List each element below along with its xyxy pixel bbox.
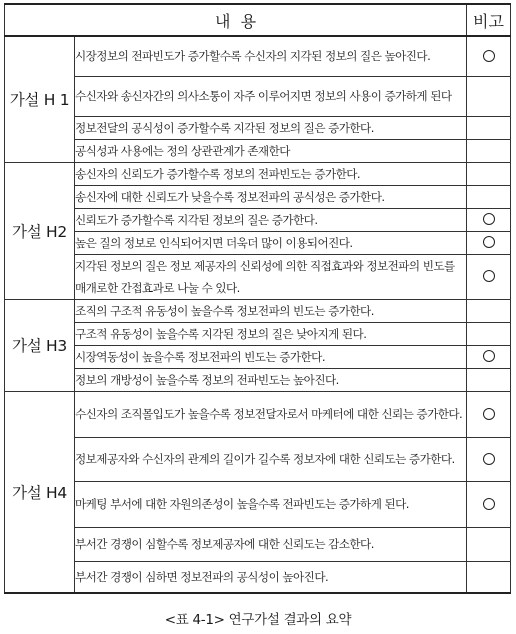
hypothesis-text: 공식성과 사용에는 정의 상관관계가 존재한다 [75,139,467,162]
table-row [5,162,511,185]
remark-cell [467,116,511,139]
remark-cell [467,437,511,481]
hypothesis-text: 조직의 구조적 유동성이 높을수록 정보전파의 빈도는 증가한다. [75,299,467,322]
hypothesis-text: 시장정보의 전파빈도가 증가할수록 수신자의 지각된 정보의 질은 높아진다. [75,36,467,76]
hypothesis-text: 송신자의 신뢰도가 증가할수록 정보의 전파빈도는 증가한다. [75,162,467,185]
supported-circle-icon [483,236,495,248]
table-row [5,391,511,437]
table-caption: <표 4-1> 연구가설 결과의 요약 [164,612,352,628]
remark-cell [467,391,511,437]
table-row [5,345,511,368]
remark-cell [467,231,511,254]
remark-cell [467,36,511,76]
hypothesis-text: 수신자와 송신자간의 의사소통이 자주 이루어지면 정보의 사용이 증가하게 된다 [75,76,467,116]
table-row [5,299,511,322]
remark-cell [467,322,511,345]
table-row [5,231,511,254]
hypothesis-text: 정보전달의 공식성이 증가할수록 지각된 정보의 질은 증가한다. [75,116,467,139]
table-row [5,208,511,231]
table-row [5,116,511,139]
remark-cell [467,254,511,299]
table-row [5,185,511,208]
supported-circle-icon [483,270,495,282]
table-row [5,437,511,481]
table-row [5,322,511,345]
table-row [5,139,511,162]
hypothesis-text: 높은 질의 정보로 인식되어지면 더욱더 많이 이용되어진다. [75,231,467,254]
hypothesis-label: 가설 H4 [5,391,75,593]
content-header: 내 용 [5,4,467,36]
table-body [5,36,511,593]
hypothesis-text: 부서간 경쟁이 심할수록 정보제공자에 대한 신뢰도는 감소한다. [75,527,467,561]
table-row [5,561,511,593]
remark-cell [467,345,511,368]
table-row [5,76,511,116]
supported-circle-icon [483,213,495,225]
table-row [5,527,511,561]
table-row [5,254,511,299]
remark-header: 비고 [467,4,511,36]
hypothesis-label: 가설 H3 [5,299,75,391]
table-row [5,368,511,391]
remark-cell [467,481,511,527]
hypothesis-text: 지각된 정보의 질은 정보 제공자의 신뢰성에 의한 직접효과와 정보전파의 빈도를 매개로한 간접효과로 나눌 수 있다. [75,254,467,299]
table-row [5,481,511,527]
remark-cell [467,162,511,185]
hypothesis-text: 송신자에 대한 신뢰도가 낮을수록 정보전파의 공식성은 증가한다. [75,185,467,208]
hypothesis-text: 구조적 유동성이 높을수록 지각된 정보의 질은 낮아지게 된다. [75,322,467,345]
remark-cell [467,368,511,391]
remark-cell [467,527,511,561]
table-header-row [5,4,511,36]
supported-circle-icon [483,408,495,420]
hypothesis-text: 정보의 개방성이 높을수록 정보의 전파빈도는 높아진다. [75,368,467,391]
table-row [5,36,511,76]
remark-cell [467,76,511,116]
hypothesis-text: 수신자의 조직몰입도가 높을수록 정보전달자로서 마케터에 대한 신뢰는 증가한다. [75,391,467,437]
hypothesis-label: 가설 H 1 [5,36,75,162]
hypothesis-text: 신뢰도가 증가할수록 지각된 정보의 질은 증가한다. [75,208,467,231]
remark-cell [467,208,511,231]
supported-circle-icon [483,453,495,465]
supported-circle-icon [483,50,495,62]
remark-cell [467,299,511,322]
remark-cell [467,561,511,593]
hypothesis-summary-table [4,3,511,594]
hypothesis-text: 시장역동성이 높을수록 정보전파의 빈도는 증가한다. [75,345,467,368]
hypothesis-text: 정보제공자와 수신자의 관계의 길이가 길수록 정보자에 대한 신뢰도는 증가한다. [75,437,467,481]
hypothesis-text: 부서간 경쟁이 심하면 정보전파의 공식성이 높아진다. [75,561,467,593]
supported-circle-icon [483,498,495,510]
remark-cell [467,139,511,162]
hypothesis-label: 가설 H2 [5,162,75,299]
remark-cell [467,185,511,208]
hypothesis-text: 마케팅 부서에 대한 자원의존성이 높을수록 전파빈도는 증가하게 된다. [75,481,467,527]
supported-circle-icon [483,350,495,362]
